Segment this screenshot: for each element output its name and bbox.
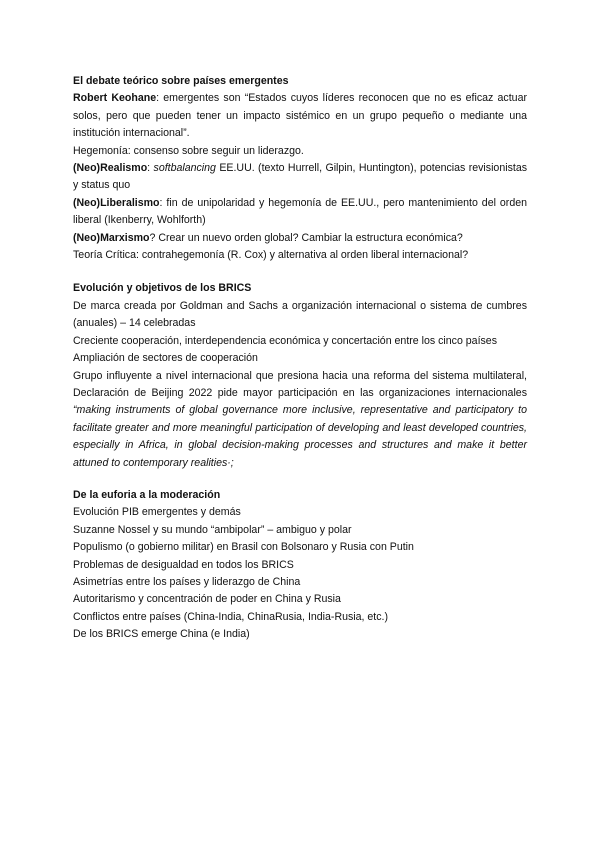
section-heading-debate: El debate teórico sobre países emergentes	[73, 75, 289, 87]
liberalismo-text: : fin de unipolaridad y hegemonía de EE.UU., pero mantenimiento del orden liberal (Ikenberry, Wohlforth)	[73, 196, 527, 227]
paragraph-marxismo	[73, 230, 527, 247]
paragraph-realismo	[73, 160, 527, 195]
section-heading-euforia: De la euforia a la moderación	[73, 488, 221, 501]
list-item: Autoritarismo y concentración de poder en China y Rusia	[73, 593, 341, 606]
beijing-quote: “making instruments of global governance more inclusive, representative and participatory to facilitate greater and more meaningful participation of developing and least developed countries, especially in Africa, in global decision-making processes and structures and make it better attuned to contemporary realities·;	[73, 404, 527, 469]
realismo-colon: :	[147, 162, 154, 175]
list-item: Suzanne Nossel y su mundo “ambipolar” – ambiguo y polar	[73, 523, 352, 536]
paragraph-teoria-critica: Teoría Crítica: contrahegemonía (R. Cox) y alternativa al orden liberal internacional?	[73, 249, 469, 262]
realismo-italic: softbalancing	[153, 162, 216, 175]
realismo-text: EE.UU. (texto Hurrell, Gilpin, Huntington), potencias revisionistas y status quo	[73, 162, 528, 192]
paragraph-cooperacion: Creciente cooperación, interdependencia económica y concertación entre los cinco países	[73, 334, 497, 347]
marxismo-label: (Neo)Marxismo	[73, 231, 150, 244]
list-item: Populismo (o gobierno militar) en Brasil con Bolsonaro y Rusia con Putin	[73, 541, 414, 554]
paragraph-liberalismo	[73, 195, 527, 230]
paragraph-grupo-influyente	[73, 368, 527, 472]
document-body	[73, 73, 527, 644]
keohane-label: Robert Keohane	[73, 92, 157, 105]
marxismo-text: ? Crear un nuevo orden global? Cambiar la estructura económica?	[149, 231, 463, 244]
section-heading-brics: Evolución y objetivos de los BRICS	[73, 282, 252, 295]
paragraph-ampliacion: Ampliación de sectores de cooperación	[73, 352, 258, 365]
keohane-text: : emergentes son “Estados cuyos líderes reconocen que no es eficaz actuar solos, pero que pueden tener un impacto sistémico en un grupo pequeño o mediante una institución internacional”.	[73, 92, 527, 140]
section-spacer	[73, 472, 527, 487]
paragraph-hegemonia: Hegemonía: consenso sobre seguir un liderazgo.	[73, 144, 304, 157]
list-item: Evolución PIB emergentes y demás	[73, 506, 241, 519]
liberalismo-label: (Neo)Liberalismo	[73, 196, 160, 209]
realismo-label: (Neo)Realismo	[73, 162, 148, 175]
paragraph-keohane	[73, 90, 527, 142]
list-item: De los BRICS emerge China (e India)	[73, 628, 250, 641]
list-item: Conflictos entre países (China-India, ChinaRusia, India-Rusia, etc.)	[73, 610, 389, 623]
grupo-text: Grupo influyente a nivel internacional que presiona hacia una reforma del sistema multilateral, Declaración de Beijing 2022 pide mayor participación en las organizaciones internacionales	[73, 369, 527, 399]
section-spacer	[73, 264, 527, 280]
list-item: Problemas de desigualdad en todos los BRICS	[73, 558, 294, 571]
paragraph-marca: De marca creada por Goldman and Sachs a organización internacional o sistema de cumbres (anuales) – 14 celebradas	[73, 299, 527, 330]
list-item: Asimetrías entre los países y liderazgo de China	[73, 575, 301, 588]
